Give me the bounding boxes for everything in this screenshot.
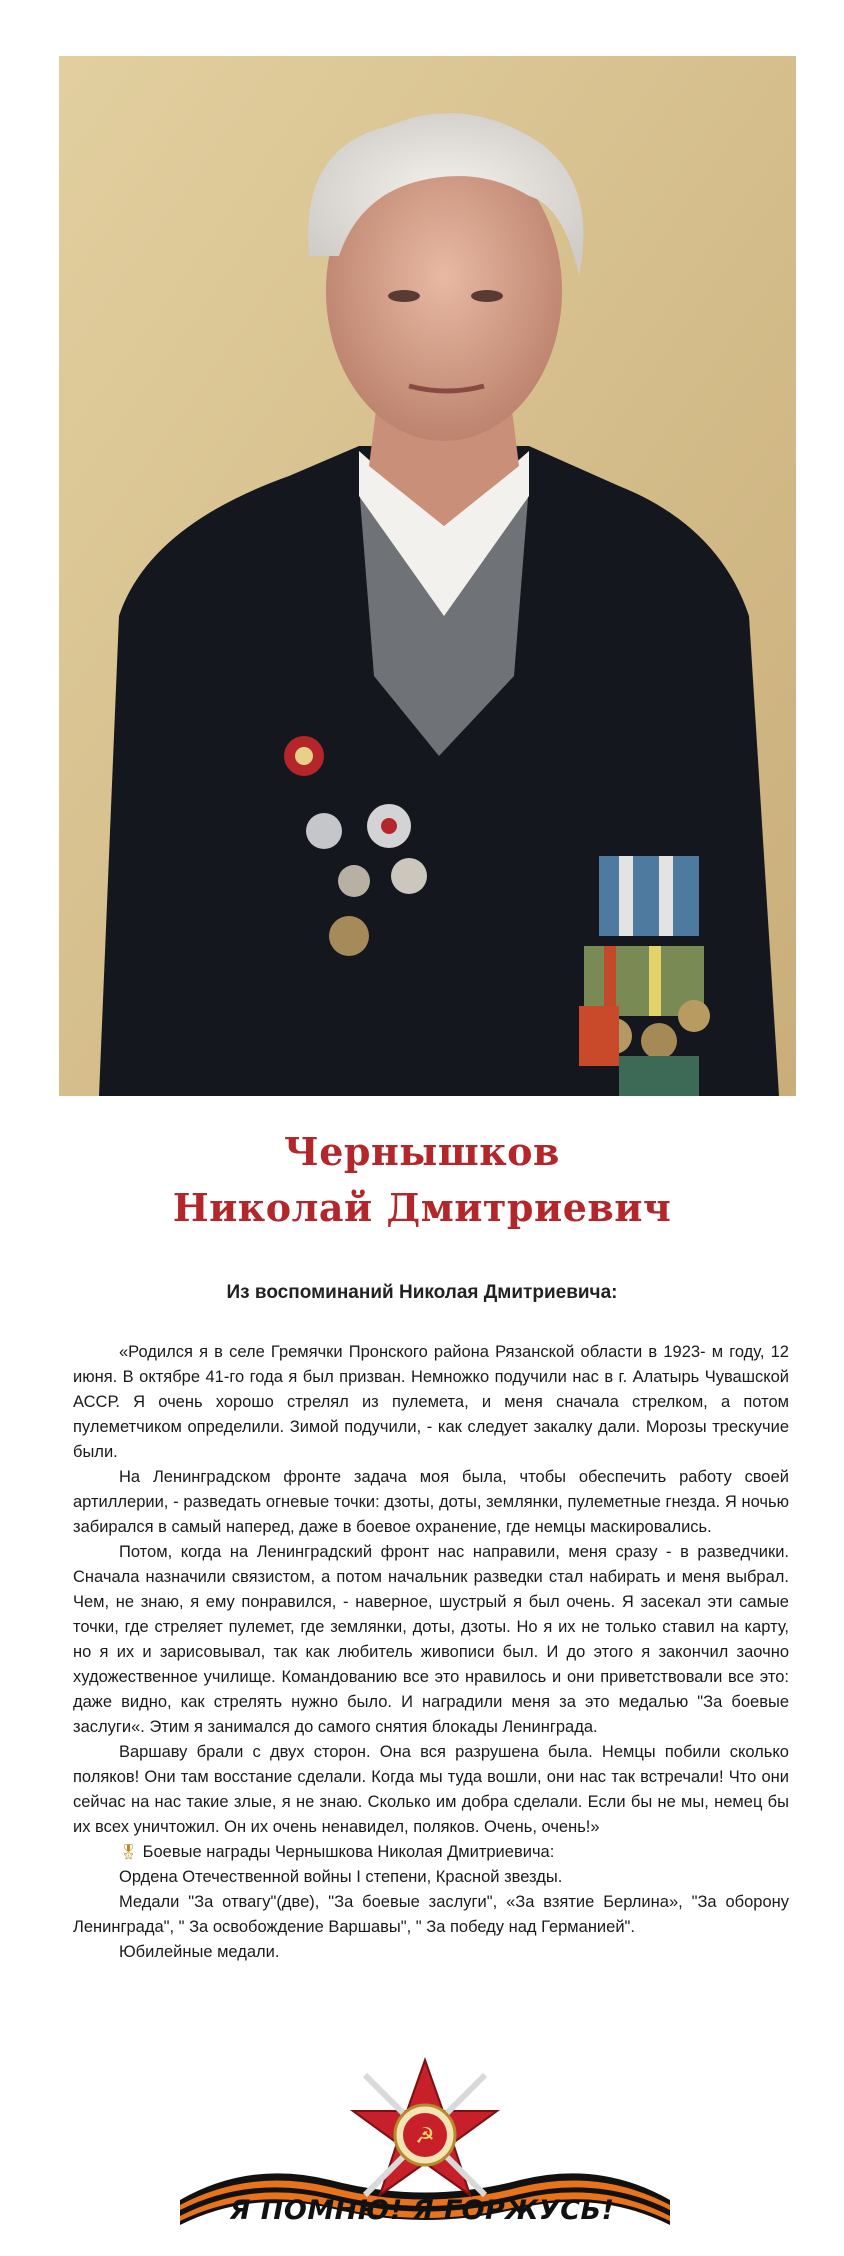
person-given-names: Николай Дмитриевич — [172, 1185, 672, 1230]
memoir-subtitle: Из воспоминаний Николая Дмитриевича: — [226, 1282, 618, 1303]
awards-orders: Ордена Отечественной войны I степени, Красной звезды. — [119, 1868, 563, 1886]
order-star-icon — [353, 2060, 497, 2195]
medal-icon: 🎖 — [119, 1844, 139, 1861]
person-surname: Чернышков — [284, 1129, 560, 1174]
memoir-paragraph: На Ленинградском фронте задача моя была, чтобы обеспечить работу своей артиллерии, - разведать огневые точки: дзоты, доты, землянки, пулеметные гнезда. Я ночью забирался в самый наперед, даже в боевое охранение, где немцы маскировались. — [73, 1468, 789, 1536]
awards-heading: Боевые награды Чернышкова Николая Дмитриевича: — [142, 1843, 555, 1861]
svg-text:☭: ☭ — [415, 2124, 435, 2149]
person-name — [0, 1124, 844, 1236]
awards-jubilee: Юбилейные медали. — [119, 1943, 280, 1961]
memoir-paragraph: «Родился я в селе Гремячки Пронского района Рязанской области в 1923- м году, 12 июня. В октябре 41-го года я был призван. Немножко подучили нас в г. Алатырь Чувашской АССР. Я очень хорошо стрелял из пулемета, и меня сначала стрелком, а потом пулеметчиком определили. Зимой подучили, - как следует закалку дали. Морозы трескучие были. — [73, 1343, 789, 1461]
slogan-text: Я ПОМНЮ! Я ГОРЖУСЬ! — [229, 2195, 615, 2226]
memoir-paragraph: Потом, когда на Ленинградский фронт нас направили, меня сразу - в разведчики. Сначала назначили связистом, а потом начальник разведки стал набирать и меня выбрал. Чем, не знаю, я ему понравился, - наверное, шустрый я был очень. Я засекал эти самые точки, где стреляет пулемет, где землянки, доты, дзоты. Но я их не только ставил на карту, но я их и зарисовывал, так как любитель живописи был. И до этого я закончил заочно художественное училище. Командованию все это нравилось и они приветствовали все это: даже видно, как стрелять нужно было. И наградили меня за это медалью "За боевые заслуги«. Этим я занимался до самого снятия блокады Ленинграда. — [73, 1543, 789, 1736]
memoir-paragraph: Варшаву брали с двух сторон. Она вся разрушена была. Немцы побили сколько поляков! Они там восстание сделали. Когда мы туда вошли, они нас так встречали! Что они сейчас на нас такие злые, я не знаю. Сколько им добра сделали. Если бы не мы, немец бы их всех уничтожил. Он их очень ненавидел, поляков. Очень, очень!» — [73, 1743, 789, 1836]
memoir-text — [73, 1340, 789, 1965]
awards-medals: Медали "За отвагу"(две), "За боевые заслуги", «За взятие Берлина», "За оборону Ленинграда", " За освобождение Варшавы", " За победу над Германией". — [73, 1893, 789, 1936]
veteran-portrait-photo — [59, 56, 796, 1096]
awards-heading-line — [73, 1840, 789, 1865]
